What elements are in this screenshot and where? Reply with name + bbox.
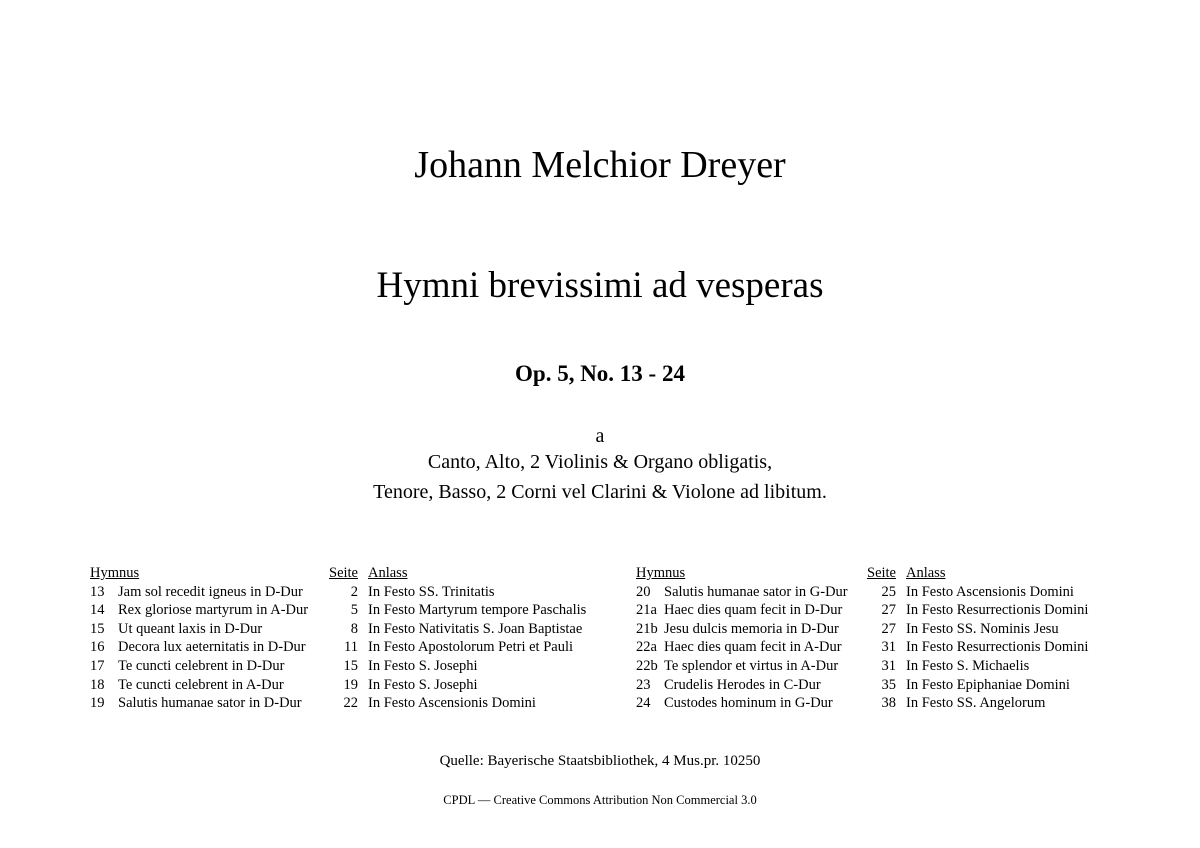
hymn-title: Haec dies quam fecit in A-Dur: [664, 639, 842, 656]
hymn-occasion: In Festo Ascensionis Domini: [906, 583, 1074, 600]
hymn-page: 35: [881, 676, 896, 693]
hymn-number: 15: [90, 620, 105, 637]
table-row: [90, 694, 586, 713]
hymn-title: Decora lux aeternitatis in D-Dur: [118, 639, 306, 656]
hymn-title: Te cuncti celebrent in A-Dur: [118, 676, 284, 693]
hymn-number: 18: [90, 676, 105, 693]
hymn-title: Haec dies quam fecit in D-Dur: [664, 602, 843, 619]
hymn-occasion: In Festo Ascensionis Domini: [368, 695, 536, 712]
hymn-table-right: [636, 564, 1088, 713]
hymn-page: 15: [343, 657, 358, 674]
table-row: [636, 601, 1088, 620]
hymn-occasion: In Festo SS. Nominis Jesu: [906, 620, 1059, 637]
hymn-page: 27: [881, 602, 896, 619]
license-notice: CPDL — Creative Commons Attribution Non Commercial 3.0: [443, 793, 757, 807]
hymn-number: 14: [90, 602, 105, 619]
table-row: [90, 620, 586, 639]
hymn-occasion: In Festo Martyrum tempore Paschalis: [368, 602, 587, 619]
hymn-table-left: [90, 564, 586, 713]
hymn-page: 25: [881, 583, 896, 600]
hymn-occasion: In Festo SS. Trinitatis: [368, 583, 495, 600]
hymn-number: 21b: [636, 620, 658, 637]
table-header-row: [636, 564, 1088, 583]
header-seite: Seite: [329, 565, 358, 581]
hymn-occasion: In Festo Apostolorum Petri et Pauli: [368, 639, 574, 656]
hymn-occasion: In Festo S. Josephi: [368, 676, 478, 693]
hymn-title: Custodes hominum in G-Dur: [664, 695, 833, 712]
hymn-page: 11: [344, 639, 358, 656]
table-row: [636, 694, 1088, 713]
hymn-page: 31: [881, 657, 896, 674]
hymn-occasion: In Festo Resurrectionis Domini: [906, 639, 1089, 656]
table-row: [90, 638, 586, 657]
hymn-number: 16: [90, 639, 105, 656]
table-row: [636, 620, 1088, 639]
hymn-number: 21a: [636, 602, 657, 619]
hymn-title: Jam sol recedit igneus in D-Dur: [118, 583, 303, 600]
hymn-page: 19: [343, 676, 358, 693]
header-anlass: Anlass: [368, 565, 408, 581]
source-citation: Quelle: Bayerische Staatsbibliothek, 4 Mus.pr. 10250: [439, 753, 761, 769]
hymn-page: 27: [881, 620, 896, 637]
header-hymnus: Hymnus: [90, 565, 140, 581]
hymn-title: Ut queant laxis in D-Dur: [118, 620, 263, 637]
table-header-row: [90, 564, 586, 583]
hymn-title: Rex gloriose martyrum in A-Dur: [118, 602, 309, 619]
hymn-page: 5: [350, 602, 358, 619]
hymn-title: Salutis humanae sator in G-Dur: [664, 583, 848, 600]
table-row: [636, 638, 1088, 657]
table-row: [636, 657, 1088, 676]
hymn-number: 19: [90, 695, 105, 712]
table-row: [90, 583, 586, 602]
scoring-prefix: a: [595, 425, 605, 447]
table-row: [636, 583, 1088, 602]
hymn-title: Crudelis Herodes in C-Dur: [664, 676, 821, 693]
table-row: [90, 657, 586, 676]
hymn-occasion: In Festo SS. Angelorum: [906, 695, 1046, 712]
hymn-page: 38: [881, 695, 896, 712]
work-title: Hymni brevissimi ad vesperas: [376, 265, 824, 306]
instrumentation-ad-libitum: Tenore, Basso, 2 Corni vel Clarini & Violone ad libitum.: [373, 481, 827, 503]
table-row: [636, 676, 1088, 695]
header-seite: Seite: [867, 565, 896, 581]
hymn-page: 2: [350, 583, 358, 600]
table-row: [90, 676, 586, 695]
hymn-number: 22b: [636, 657, 658, 674]
composer-name: Johann Melchior Dreyer: [414, 144, 786, 186]
hymn-occasion: In Festo S. Josephi: [368, 657, 478, 674]
hymn-number: 22a: [636, 639, 657, 656]
hymn-number: 13: [90, 583, 105, 600]
hymn-occasion: In Festo S. Michaelis: [906, 657, 1030, 674]
hymn-occasion: In Festo Resurrectionis Domini: [906, 602, 1089, 619]
hymn-page: 22: [343, 695, 358, 712]
hymn-number: 20: [636, 583, 651, 600]
opus-number: Op. 5, No. 13 - 24: [515, 361, 685, 386]
hymn-number: 17: [90, 657, 105, 674]
hymn-title: Te cuncti celebrent in D-Dur: [118, 657, 285, 674]
hymn-title: Jesu dulcis memoria in D-Dur: [664, 620, 839, 637]
instrumentation-obligato: Canto, Alto, 2 Violinis & Organo obligatis,: [427, 451, 773, 473]
hymn-title: Te splendor et virtus in A-Dur: [664, 657, 839, 674]
hymn-page: 31: [881, 639, 896, 656]
header-hymnus: Hymnus: [636, 565, 686, 581]
hymn-number: 24: [636, 695, 651, 712]
hymn-title: Salutis humanae sator in D-Dur: [118, 695, 302, 712]
hymn-occasion: In Festo Epiphaniae Domini: [906, 676, 1070, 693]
header-anlass: Anlass: [906, 565, 946, 581]
hymn-number: 23: [636, 676, 651, 693]
hymn-page: 8: [350, 620, 358, 637]
table-row: [90, 601, 586, 620]
hymn-occasion: In Festo Nativitatis S. Joan Baptistae: [368, 620, 583, 637]
